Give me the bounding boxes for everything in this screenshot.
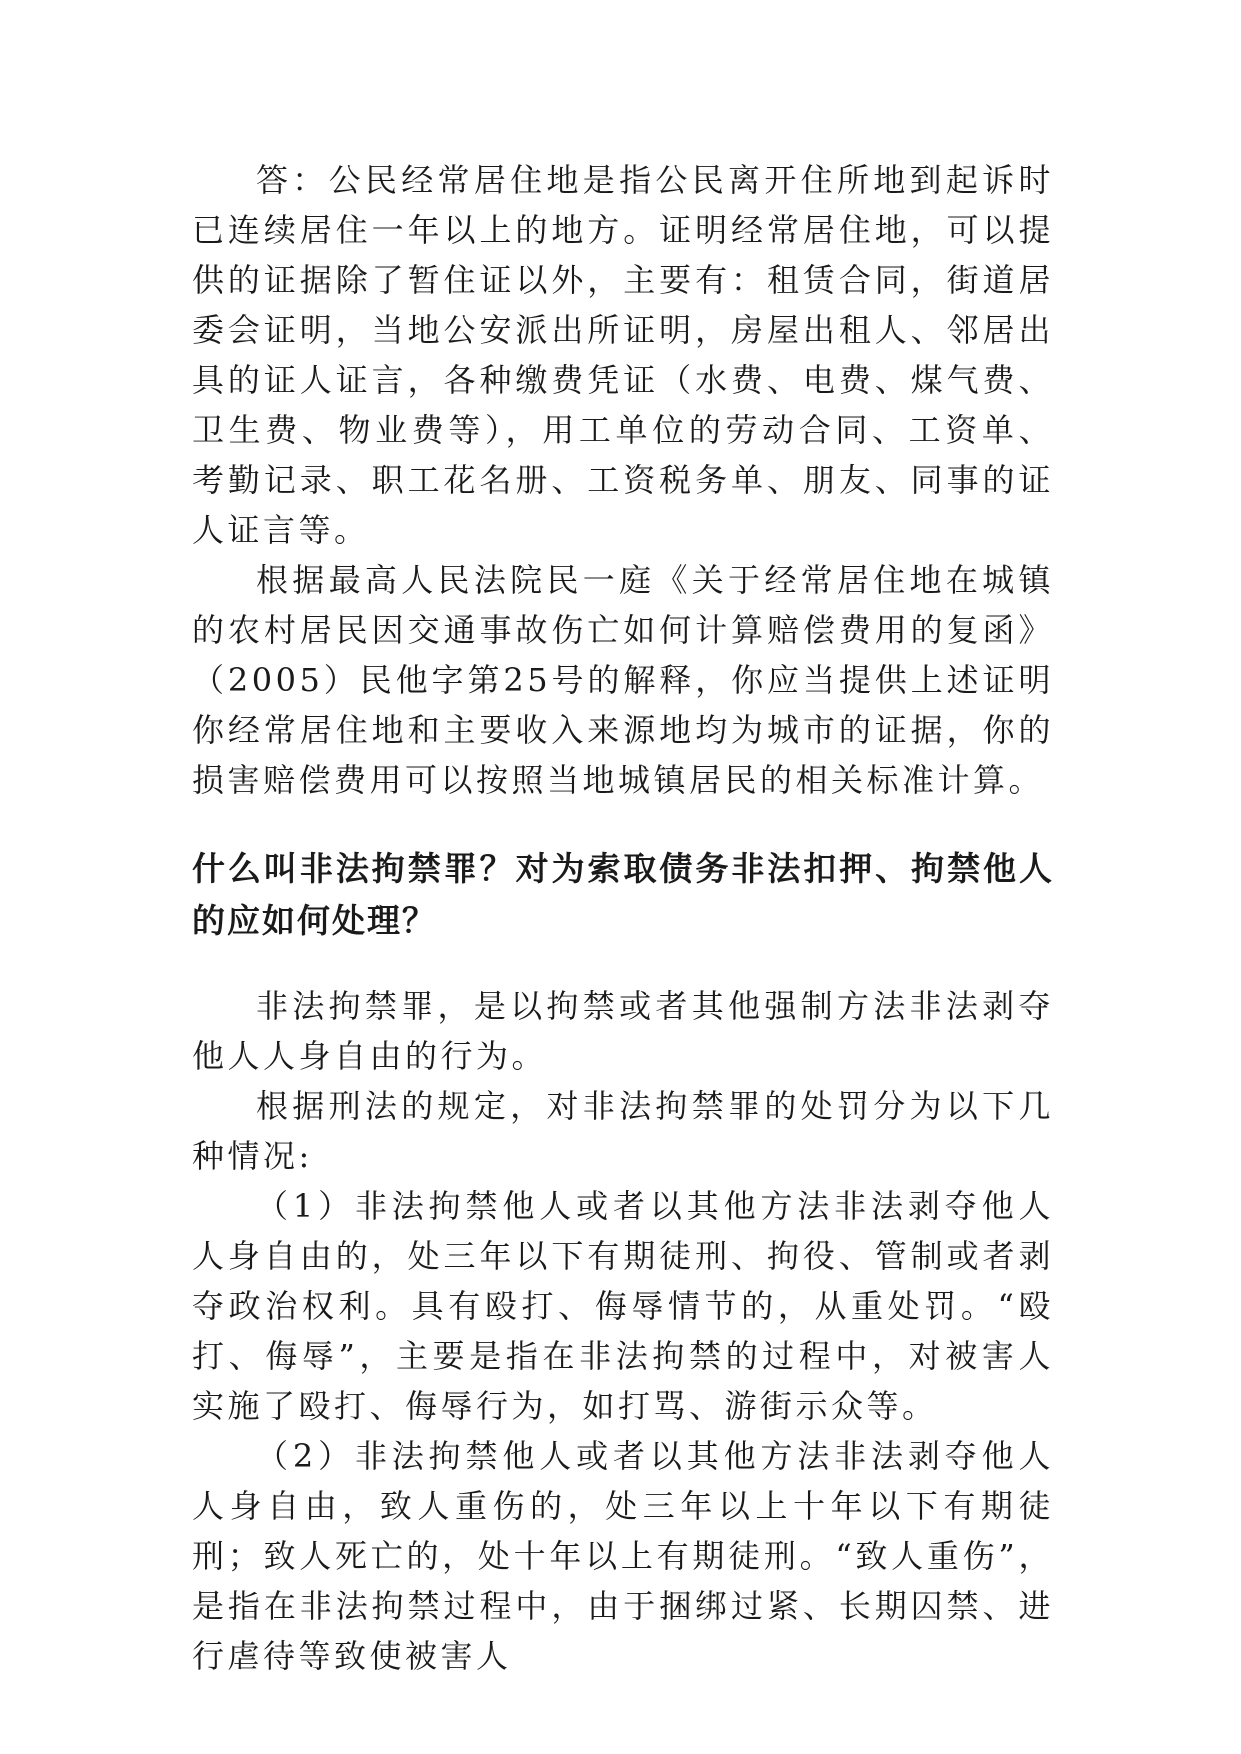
answer-paragraph: 答：公民经常居住地是指公民离开住所地到起诉时已连续居住一年以上的地方。证明经常居住地，可以提供的证据除了暂住证以外，主要有：租赁合同，街道居委会证明，当地公安派出所证明，房屋出租人、邻居出具的证人证言，各种缴费凭证（水费、电费、煤气费、卫生费、物业费等），用工单位的劳动合同、工资单、考勤记录、职工花名册、工资税务单、朋友、同事的证人证言等。 bbox=[192, 161, 1054, 549]
section-heading: 什么叫非法拘禁罪？对为索取债务非法扣押、拘禁他人的应如何处理？ bbox=[192, 849, 1054, 940]
body-paragraph: （1）非法拘禁他人或者以其他方法非法剥夺他人人身自由的，处三年以下有期徒刑、拘役、管制或者剥夺政治权利。具有殴打、侮辱情节的，从重处罚。“殴打、侮辱”，主要是指在非法拘禁的过程中，对被害人实施了殴打、侮辱行为，如打骂、游街示众等。 bbox=[192, 1187, 1054, 1425]
answer-paragraph: 根据最高人民法院民一庭《关于经常居住地在城镇的农村居民因交通事故伤亡如何计算赔偿费用的复函》（2005）民他字第25号的解释，你应当提供上述证明你经常居住地和主要收入来源地均为城市的证据，你的损害赔偿费用可以按照当地城镇居民的相关标准计算。 bbox=[192, 561, 1054, 799]
body-paragraph: 非法拘禁罪，是以拘禁或者其他强制方法非法剥夺他人人身自由的行为。 bbox=[192, 987, 1054, 1075]
body-paragraph: 根据刑法的规定，对非法拘禁罪的处罚分为以下几种情况: bbox=[192, 1087, 1054, 1175]
document-page bbox=[192, 155, 1054, 1681]
body-paragraph: （2）非法拘禁他人或者以其他方法非法剥夺他人人身自由，致人重伤的，处三年以上十年以下有期徒刑；致人死亡的，处十年以上有期徒刑。“致人重伤”，是指在非法拘禁过程中，由于捆绑过紧、长期囚禁、进行虐待等致使被害人 bbox=[192, 1437, 1054, 1675]
